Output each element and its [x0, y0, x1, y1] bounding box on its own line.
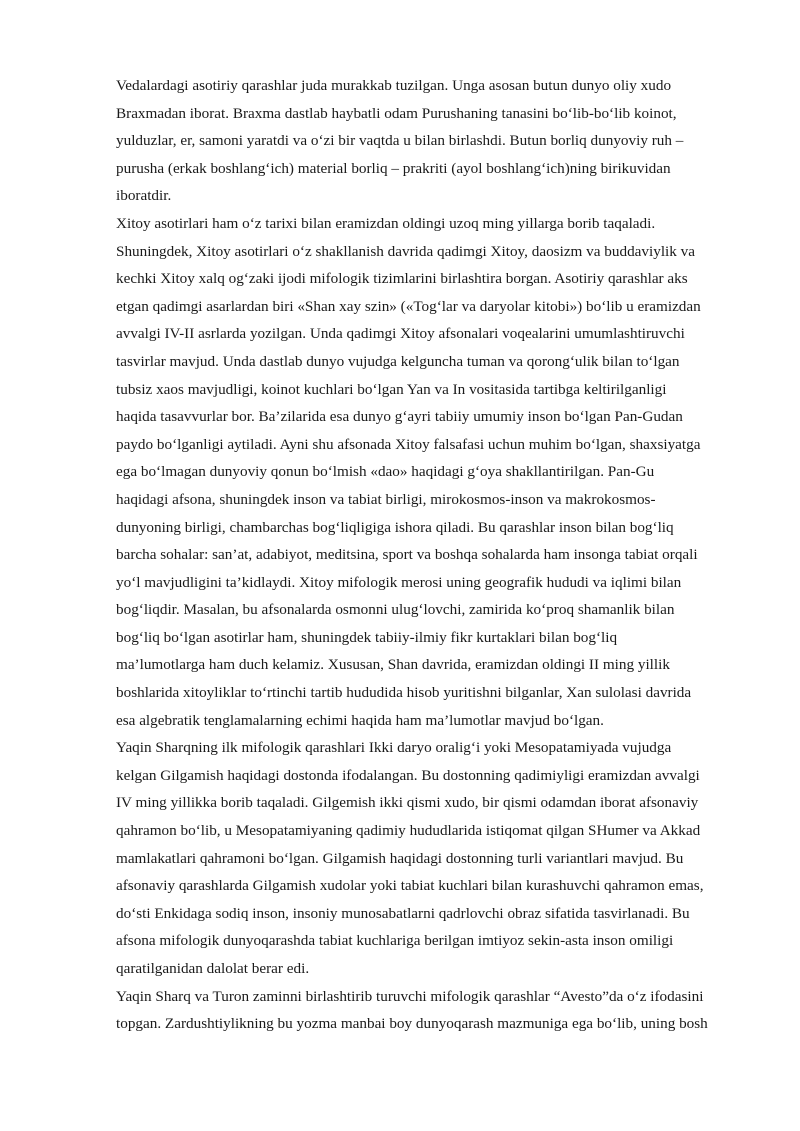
text-line: Yaqin Sharqning ilk mifologik qarashlari Ikki daryo oralig‘i yoki Mesopatamiyada vujudga — [116, 739, 672, 757]
text-line: tasvirlar mavjud. Unda dastlab dunyo vujudga kelguncha tuman va qorong‘ulik bilan to‘lgan — [116, 352, 680, 370]
text-line: Shuningdek, Xitoy asotirlari o‘z shakllanish davrida qadimgi Xitoy, daosizm va buddaviylik va — [116, 242, 695, 260]
body-text — [116, 72, 752, 1038]
text-line: qahramon bo‘lib, u Mesopatamiyaning qadimiy hududlarida istiqomat qilgan SHumer va Akkad — [116, 822, 701, 840]
text-line: boshlarida xitoyliklar to‘rtinchi tartib hududida hisob yuritishni bilganlar, Xan sulolasi davrida — [116, 684, 692, 702]
text-line: mamlakatlari qahramoni bo‘lgan. Gilgamish haqidagi dostonning turli variantlari mavjud. Bu — [116, 849, 684, 867]
text-line: Yaqin Sharq va Turon zaminni birlashtirib turuvchi mifologik qarashlar “Avesto”da o‘z ifodasini — [116, 987, 704, 1005]
text-line: kechki Xitoy xalq og‘zaki ijodi mifologik tizimlarini birlashtira borgan. Asotiriy qarashlar aks — [116, 270, 688, 288]
text-line: yo‘l mavjudligini ta’kidlaydi. Xitoy mifologik merosi uning geografik hududi va iqlimi bilan — [116, 573, 682, 591]
text-line: ega bo‘lmagan dunyoviy qonun bo‘lmish «dao» haqidagi g‘oya shakllantirilgan. Pan-Gu — [116, 463, 655, 481]
text-line: afsona mifologik dunyoqarashda tabiat kuchlariga berilgan imtiyoz sekin-asta inson omiligi — [116, 932, 674, 950]
text-line: afsonaviy qarashlarda Gilgamish xudolar yoki tabiat kuchlari bilan kurashuvchi qahramon emas, — [116, 877, 704, 895]
text-line: yulduzlar, er, samoni yaratdi va o‘zi bir vaqtda u bilan birlashdi. Butun borliq dunyoviy ruh – — [116, 132, 684, 150]
text-line: haqida tasavvurlar bor. Ba’zilarida esa dunyo g‘ayri tabiiy umumiy inson bo‘lgan Pan-Gudan — [116, 408, 683, 426]
text-line: IV ming yillikka borib taqaladi. Gilgemish ikki qismi xudo, bir qismi odamdan iborat afsonaviy — [116, 794, 699, 812]
text-line: qaratilganidan dalolat berar edi. — [116, 960, 310, 977]
text-line: avvalgi IV-II asrlarda yozilgan. Unda qadimgi Xitoy afsonalari voqealarini umumlashtiruvchi — [116, 325, 685, 343]
text-line: barcha sohalar: san’at, adabiyot, meditsina, sport va boshqa sohalarda ham insonga tabiat orqali — [116, 546, 698, 564]
text-line: dunyoning birligi, chambarchas bog‘liqligiga ishora qiladi. Bu qarashlar inson bilan bog‘liq — [116, 518, 674, 536]
text-line: bog‘liqdir. Masalan, bu afsonalarda osmonni ulug‘lovchi, zamirida ko‘proq shamanlik bilan — [116, 601, 675, 619]
text-line: paydo bo‘lganligi aytiladi. Aynі shu afsonada Xitoy falsafasi uchun muhim bo‘lgan, shaxsiyatga — [116, 435, 701, 453]
text-line: Xitoy asotirlari ham o‘z tarixi bilan eramizdan oldingi uzoq ming yillarga borib taqaladi. — [116, 214, 656, 232]
text-line: Braxmadan iborat. Braxma dastlab haybatli odam Purushaning tanasini bo‘lib-bo‘lib koinot, — [116, 104, 677, 122]
text-line: ma’lumotlarga ham duch kelamiz. Xususan, Shan davrida, eramizdan oldingi II ming yillik — [116, 656, 670, 674]
text-line: topgan. Zardushtiylikning bu yozma manbai boy dunyoqarash mazmuniga ega bo‘lib, uning bosh — [116, 1015, 708, 1033]
text-line: Vedalardagi asotiriy qarashlar juda murakkab tuzilgan. Unga asosan butun dunyo oliy xudo — [116, 77, 672, 94]
text-line: kelgan Gilgamish haqidagi dostonda ifodalangan. Bu dostonning qadimiyligi eramizdan avvalgi — [116, 766, 700, 784]
text-line: iboratdir. — [116, 187, 172, 205]
text-line: do‘sti Enkidaga sodiq inson, insoniy munosabatlarni qadrlovchi obraz sifatida tasvirlanadi. Bu — [116, 904, 690, 922]
text-line: esa algebratik tenglamalarning echimi haqida ham ma’lumotlar mavjud bo‘lgan. — [116, 711, 604, 729]
text-line: etgan qadimgi asarlardan biri «Shan xay szin» («Tog‘lar va daryolar kitobi») bo‘lib u eramizdan — [116, 297, 701, 315]
text-line: haqidagi afsona, shuningdek inson va tabiat birligi, mirokosmos-inson va makrokosmos- — [116, 490, 656, 508]
text-line: purusha (erkak boshlang‘ich) material borliq – prakriti (ayol boshlang‘ich)ning birikuvidan — [116, 159, 671, 177]
text-line: tubsiz xaos mavjudligi, koinot kuchlari bo‘lgan Yan va In vositasida tartibga keltirilganligi — [116, 380, 667, 398]
text-line: bog‘liq bo‘lgan asotirlar ham, shuningdek tabiiy-ilmiy fikr kurtaklari bilan bog‘liq — [116, 628, 618, 646]
